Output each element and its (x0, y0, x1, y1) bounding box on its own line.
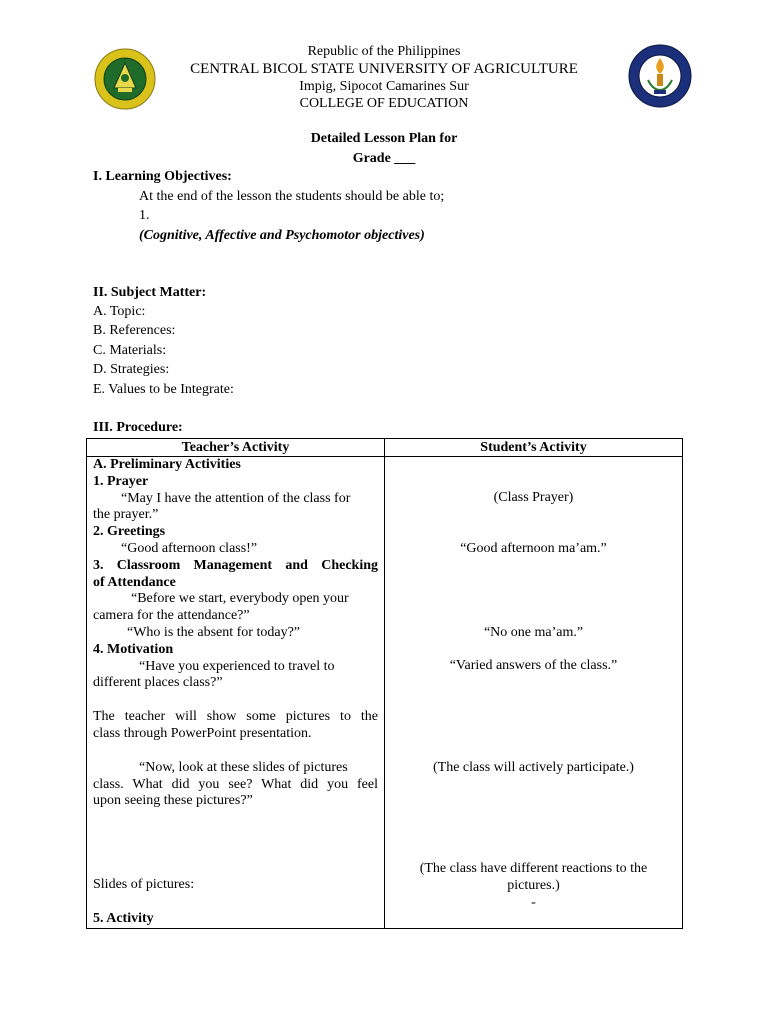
student-dash: - (531, 895, 536, 910)
objectives-note: (Cognitive, Affective and Psychomotor objectives) (139, 228, 425, 243)
greetings-heading: 2. Greetings (93, 524, 166, 540)
greetings-line: “Good afternoon class!” (121, 540, 258, 556)
look-slides-line-1: “Now, look at these slides of pictures (139, 759, 348, 775)
classroom-management-heading-2: of Attendance (93, 574, 176, 590)
procedure-heading: III. Procedure: (93, 420, 183, 435)
preliminary-heading: A. Preliminary Activities (93, 457, 241, 472)
teacher-activity-header: Teacher’s Activity (87, 439, 385, 457)
motivation-heading: 4. Motivation (93, 641, 174, 657)
attendance-line-1: “Before we start, everybody open your (131, 591, 349, 607)
classroom-management-heading-1: 3. Classroom Management and Checking (93, 557, 378, 573)
subject-matter-heading: II. Subject Matter: (93, 285, 207, 300)
student-absent-reply: “No one ma’am.” (483, 625, 584, 640)
campus-address: Impig, Sipocot Camarines Sur (299, 79, 469, 94)
show-pictures-line-1: The teacher will show some pictures to the (93, 709, 378, 725)
look-slides-line-2: class. What did you see? What did you feel (93, 776, 378, 792)
activity-heading: 5. Activity (93, 910, 154, 926)
subject-topic: A. Topic: (93, 304, 146, 319)
lesson-plan-title: Detailed Lesson Plan for (310, 131, 458, 146)
subject-references: B. References: (93, 323, 176, 338)
university-name: CENTRAL BICOL STATE UNIVERSITY OF AGRICULTURE (190, 61, 578, 77)
teacher-activity-cell (87, 457, 385, 929)
motivation-line-2: different places class?” (93, 675, 223, 691)
objectives-intro: At the end of the lesson the students should be able to; (139, 189, 445, 204)
student-reactions-line-1: (The class have different reactions to the (419, 861, 648, 876)
student-class-prayer: (Class Prayer) (493, 490, 574, 505)
student-reactions-line-2: pictures.) (507, 878, 560, 893)
student-participate: (The class will actively participate.) (433, 760, 634, 775)
absent-question: “Who is the absent for today?” (127, 624, 300, 640)
objective-item-1: 1. (139, 208, 150, 223)
subject-materials: C. Materials: (93, 343, 167, 358)
prayer-heading: 1. Prayer (93, 473, 149, 489)
look-slides-line-3: upon seeing these pictures?” (93, 793, 253, 809)
prayer-line-1: “May I have the attention of the class for (121, 490, 351, 506)
student-varied-answers: “Varied answers of the class.” (449, 658, 618, 673)
slides-of-pictures: Slides of pictures: (93, 877, 195, 893)
student-activity-cell (385, 457, 683, 929)
prayer-line-2: the prayer.” (93, 507, 159, 523)
motivation-line-1: “Have you experienced to travel to (139, 658, 335, 674)
college-name: COLLEGE OF EDUCATION (299, 96, 469, 111)
subject-strategies: D. Strategies: (93, 362, 170, 377)
student-greeting-reply: “Good afternoon ma’am.” (460, 541, 607, 556)
show-pictures-line-2: class through PowerPoint presentation. (93, 725, 312, 741)
attendance-line-2: camera for the attendance?” (93, 608, 250, 624)
procedure-table (86, 438, 683, 929)
subject-values: E. Values to be Integrate: (93, 382, 234, 397)
objectives-heading: I. Learning Objectives: (93, 169, 232, 184)
grade-line: Grade ___ (352, 151, 416, 166)
republic-line: Republic of the Philippines (307, 44, 461, 59)
student-activity-header: Student’s Activity (385, 439, 683, 457)
